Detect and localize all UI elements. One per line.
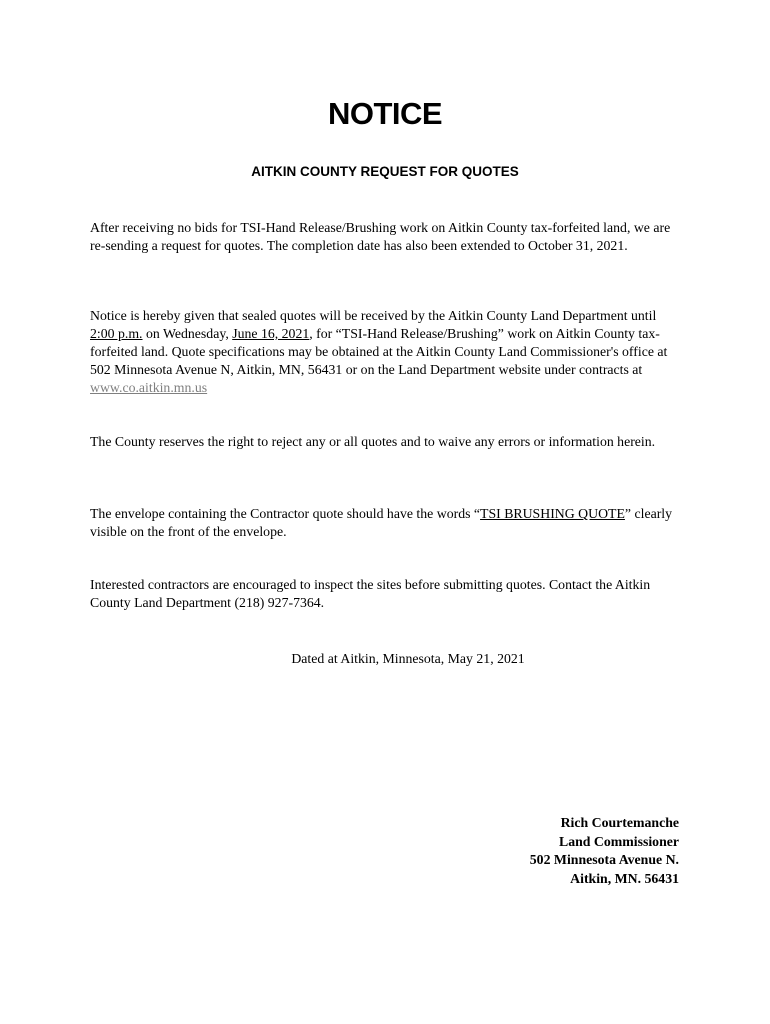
signature-name: Rich Courtemanche <box>560 815 679 830</box>
notice-title: NOTICE <box>327 96 443 131</box>
paragraph-resend: After receiving no bids for TSI-Hand Release/Brushing work on Aitkin County tax-forfeited land, we are re-sending a request for quotes. The completion date has also been extended to October 31, 2021. <box>90 220 671 253</box>
paragraph-inspect-sites: Interested contractors are encouraged to inspect the sites before submitting quotes. Contact the Aitkin County Land Department (218) 927-7364. <box>90 577 651 610</box>
paragraph-text: , for “TSI-Hand Release/Brushing” work on Aitkin County tax-forfeited land. Quote specifications may be obtained at the Aitkin County Land Commissioner's office at 502 Minnesota Avenue N, Aitkin, MN, 56431 or on the Land Department website under contracts at <box>90 326 668 377</box>
website-link[interactable]: www.co.aitkin.mn.us <box>90 380 208 395</box>
paragraph-text: on Wednesday, <box>142 326 233 341</box>
deadline-time: 2:00 p.m. <box>90 326 143 341</box>
paragraph-text: ” clearly visible on the front of the envelope. <box>90 506 673 539</box>
paragraph-notice-details <box>90 307 680 397</box>
signature-block <box>530 814 679 888</box>
paragraph-reserves-right: The County reserves the right to reject any or all quotes and to waive any errors or information herein. <box>90 434 656 449</box>
signature-city: Aitkin, MN. 56431 <box>570 870 679 886</box>
notice-subtitle: AITKIN COUNTY REQUEST FOR QUOTES <box>251 164 519 179</box>
dated-line: Dated at Aitkin, Minnesota, May 21, 2021 <box>291 651 525 666</box>
paragraph-envelope <box>90 505 680 541</box>
paragraph-text: Notice is hereby given that sealed quotes will be received by the Aitkin County Land Department until <box>90 308 657 323</box>
paragraph-text: The envelope containing the Contractor quote should have the words “ <box>90 506 481 521</box>
envelope-words: TSI BRUSHING QUOTE <box>480 506 625 521</box>
signature-role: Land Commissioner <box>559 833 679 849</box>
deadline-date: June 16, 2021 <box>232 326 310 341</box>
signature-address: 502 Minnesota Avenue N. <box>529 852 679 867</box>
